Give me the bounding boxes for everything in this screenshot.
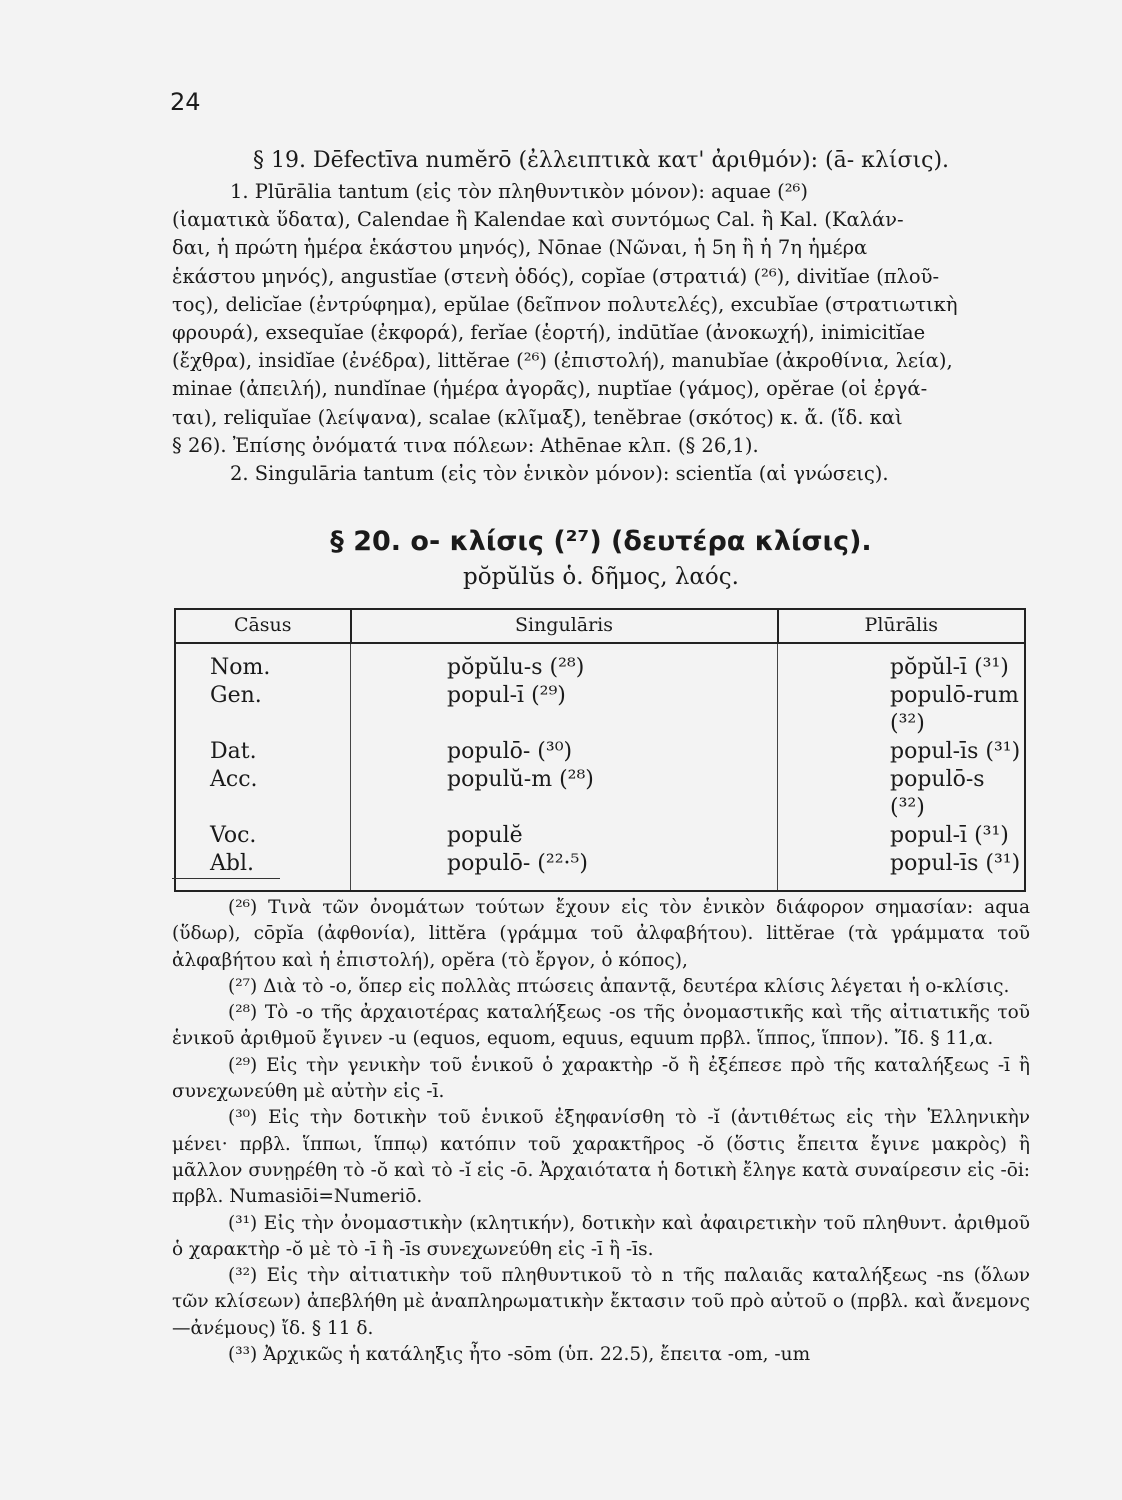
plural-cell: populō-s (³²) xyxy=(778,766,1026,822)
singular-tantum-line: 2. Singulāria tantum (εἰς τὸν ἑνικὸν μόνον): scientĭa (αἱ γνώσεις). xyxy=(230,462,889,486)
case-cell: Dat. xyxy=(175,738,351,766)
footnote-33: (³³) Ἀρχικῶς ἡ κατάληξις ἦτο -sōm (ὑπ. 22.5), ἔπειτα -om, -um xyxy=(228,1344,811,1366)
header-pluralis: Plūrālis xyxy=(778,609,1026,643)
section-19-heading: § 19. Dēfectīva numĕrō (ἐλλειπτικὰ κατ' ἀριθμόν): (ā- κλίσις). xyxy=(252,148,950,173)
footnote-28: (²⁸) Τὸ -o τῆς ἀρχαιοτέρας καταλήξεως -os τῆς ὀνομαστικῆς καὶ τῆς αἰτιατικῆς τοῦ ἑνικοῦ ἀριθμοῦ ἔγινεν -u (equos, equom, equus, equum πρβλ. ἵππος, ἵππον). Ἴδ. § 11,α. xyxy=(172,1002,1030,1050)
footnote-29: (²⁹) Εἰς τὴν γενικὴν τοῦ ἑνικοῦ ὁ χαρακτὴρ -ŏ ἢ ἐξέπεσε πρὸ τῆς καταλήξεως -ī ἢ συνεχωνεύθη μὲ αὐτὴν εἰς -ī. xyxy=(172,1054,1030,1103)
case-cell: Gen. xyxy=(175,682,351,738)
table-row xyxy=(175,766,1025,822)
plural-line-3: δαι, ἡ πρώτη ἡμέρα ἑκάστου μηνός), Nōnae (Νῶναι, ἡ 5η ἢ ἡ 7η ἡμέρα xyxy=(172,236,868,260)
singular-cell: pŏpŭlu-s (²⁸) xyxy=(351,643,778,682)
singular-cell: populō- (²²·⁵) xyxy=(351,850,778,891)
case-cell: Voc. xyxy=(175,822,351,850)
singular-cell: populō- (³⁰) xyxy=(351,738,778,766)
plural-cell: popul-īs (³¹) xyxy=(778,850,1026,891)
table-row xyxy=(175,643,1025,682)
header-singularis: Singulāris xyxy=(351,609,778,643)
section-20-subtitle: pŏpŭlŭs ὁ. δῆμος, λαός. xyxy=(463,564,739,591)
main-text xyxy=(172,146,1030,892)
plural-line-6: φρουρά), exsequĭae (ἐκφορά), ferĭae (ἑορτή), indūtĭae (ἀνοκωχή), inimicitĭae xyxy=(172,321,926,345)
plural-line-5: τος), delicĭae (ἐντρύφημα), epŭlae (δεῖπνον πολυτελές), excubĭae (στρατιωτικὴ xyxy=(172,292,958,316)
table-row xyxy=(175,850,1025,891)
case-cell: Acc. xyxy=(175,766,351,822)
plural-line-2: (ἰαματικὰ ὕδατα), Calendae ἢ Kalendae καὶ συντόμως Cal. ἢ Kal. (Καλάν- xyxy=(172,208,904,232)
plural-cell: pŏpŭl-ī (³¹) xyxy=(778,643,1026,682)
case-cell: Nom. xyxy=(175,643,351,682)
plural-line-7: (ἔχθρα), insidĭae (ἐνέδρα), littĕrae (²⁶) (ἐπιστολή), manubĭae (ἀκροθίνια, λεία), xyxy=(172,349,953,373)
plural-line-10: § 26). Ἐπίσης ὀνόματά τινα πόλεων: Athēnae κλπ. (§ 26,1). xyxy=(172,433,759,457)
singular-cell: popul-ī (²⁹) xyxy=(351,682,778,738)
plural-line-1: 1. Plūrālia tantum (εἰς τὸν πληθυντικὸν μόνον): aquae (²⁶) xyxy=(230,180,808,203)
plural-line-8: minae (ἀπειλή), nundĭnae (ἡμέρα ἀγορᾶς), nuptĭae (γάμος), opĕrae (οἱ ἐργά- xyxy=(172,377,928,401)
plural-cell: populō-rum (³²) xyxy=(778,682,1026,738)
header-casus: Cāsus xyxy=(175,609,351,643)
section-20-heading: § 20. o- κλίσις (²⁷) (δευτέρα κλίσις). xyxy=(330,526,872,558)
plural-line-9: ται), reliquĭae (λείψανα), scalae (κλῖμαξ), tenĕbrae (σκότος) κ. ἄ. (ἴδ. καὶ xyxy=(172,405,903,429)
table-row xyxy=(175,738,1025,766)
footnote-27: (²⁷) Διὰ τὸ -o, ὅπερ εἰς πολλὰς πτώσεις ἀπαντᾷ, δευτέρα κλίσις λέγεται ἡ o-κλίσις. xyxy=(228,975,1010,997)
declension-table xyxy=(174,608,1026,892)
table-row xyxy=(175,682,1025,738)
case-cell: Abl. xyxy=(175,850,351,891)
plural-line-4: ἑκάστου μηνός), angustĭae (στενὴ ὁδός), copĭae (στρατιά) (²⁶), divitĭae (πλοῦ- xyxy=(172,264,940,288)
footnote-30: (³⁰) Εἰς τὴν δοτικὴν τοῦ ἑνικοῦ ἐξηφανίσθη τὸ -ĭ (ἀντιθέτως εἰς τὴν Ἑλληνικὴν μένει· πρβλ. ἵππωι, ἵππῳ) κατόπιν τοῦ χαρακτῆρος -ŏ (ὅστις ἔπειτα ἔγινε μακρὸς) ἢ μᾶλλον συνῃρέθη τὸ -ŏ καὶ τὸ -ĭ εἰς -ō. Ἀρχαιότατα ἡ δοτικὴ ἔληγε κατὰ συναίρεσιν εἰς -ōi: πρβλ. Numasiōi=Numeriō. xyxy=(172,1107,1030,1208)
plural-cell: popul-ī (³¹) xyxy=(778,822,1026,850)
table-header-row xyxy=(175,609,1025,643)
footnote-31: (³¹) Εἰς τὴν ὀνομαστικὴν (κλητικήν), δοτικὴν καὶ ἀφαιρετικὴν τοῦ πληθυντ. ἀριθμοῦ ὁ χαρακτὴρ -ŏ μὲ τὸ -ī ἢ -īs συνεχωνεύθη εἰς -ī ἢ -īs. xyxy=(172,1212,1030,1260)
plural-cell: popul-īs (³¹) xyxy=(778,738,1026,766)
singular-cell: populŭ-m (²⁸) xyxy=(351,766,778,822)
section-20 xyxy=(172,524,1030,590)
section-19-body xyxy=(172,178,1030,488)
page-number: 24 xyxy=(170,88,201,116)
table-row xyxy=(175,822,1025,850)
footnote-32: (³²) Εἰς τὴν αἰτιατικὴν τοῦ πληθυντικοῦ τὸ n τῆς παλαιᾶς καταλήξεως -ns (ὅλων τῶν κλίσεων) ἀπεβλήθη μὲ ἀναπληρωματικὴν ἔκτασιν τοῦ πρὸ αὐτοῦ o (πρβλ. καὶ ἄνεμονς—ἀνέμους) ἴδ. § 11 δ. xyxy=(172,1265,1030,1339)
singular-cell: populĕ xyxy=(351,822,778,850)
footnotes xyxy=(172,895,1030,1368)
footnote-26: (²⁶) Τινὰ τῶν ὀνομάτων τούτων ἔχουν εἰς τὸν ἑνικὸν διάφορον σημασίαν: aqua (ὕδωρ), cōpĭa (ἀφθονία), littĕra (γράμμα τοῦ ἀλφαβήτου). littĕrae (τὰ γράμματα τοῦ ἀλφαβήτου καὶ ἡ ἐπιστολή), opĕra (τὸ ἔργον, ὁ κόπος), xyxy=(172,897,1030,971)
footnote-divider xyxy=(172,878,280,879)
